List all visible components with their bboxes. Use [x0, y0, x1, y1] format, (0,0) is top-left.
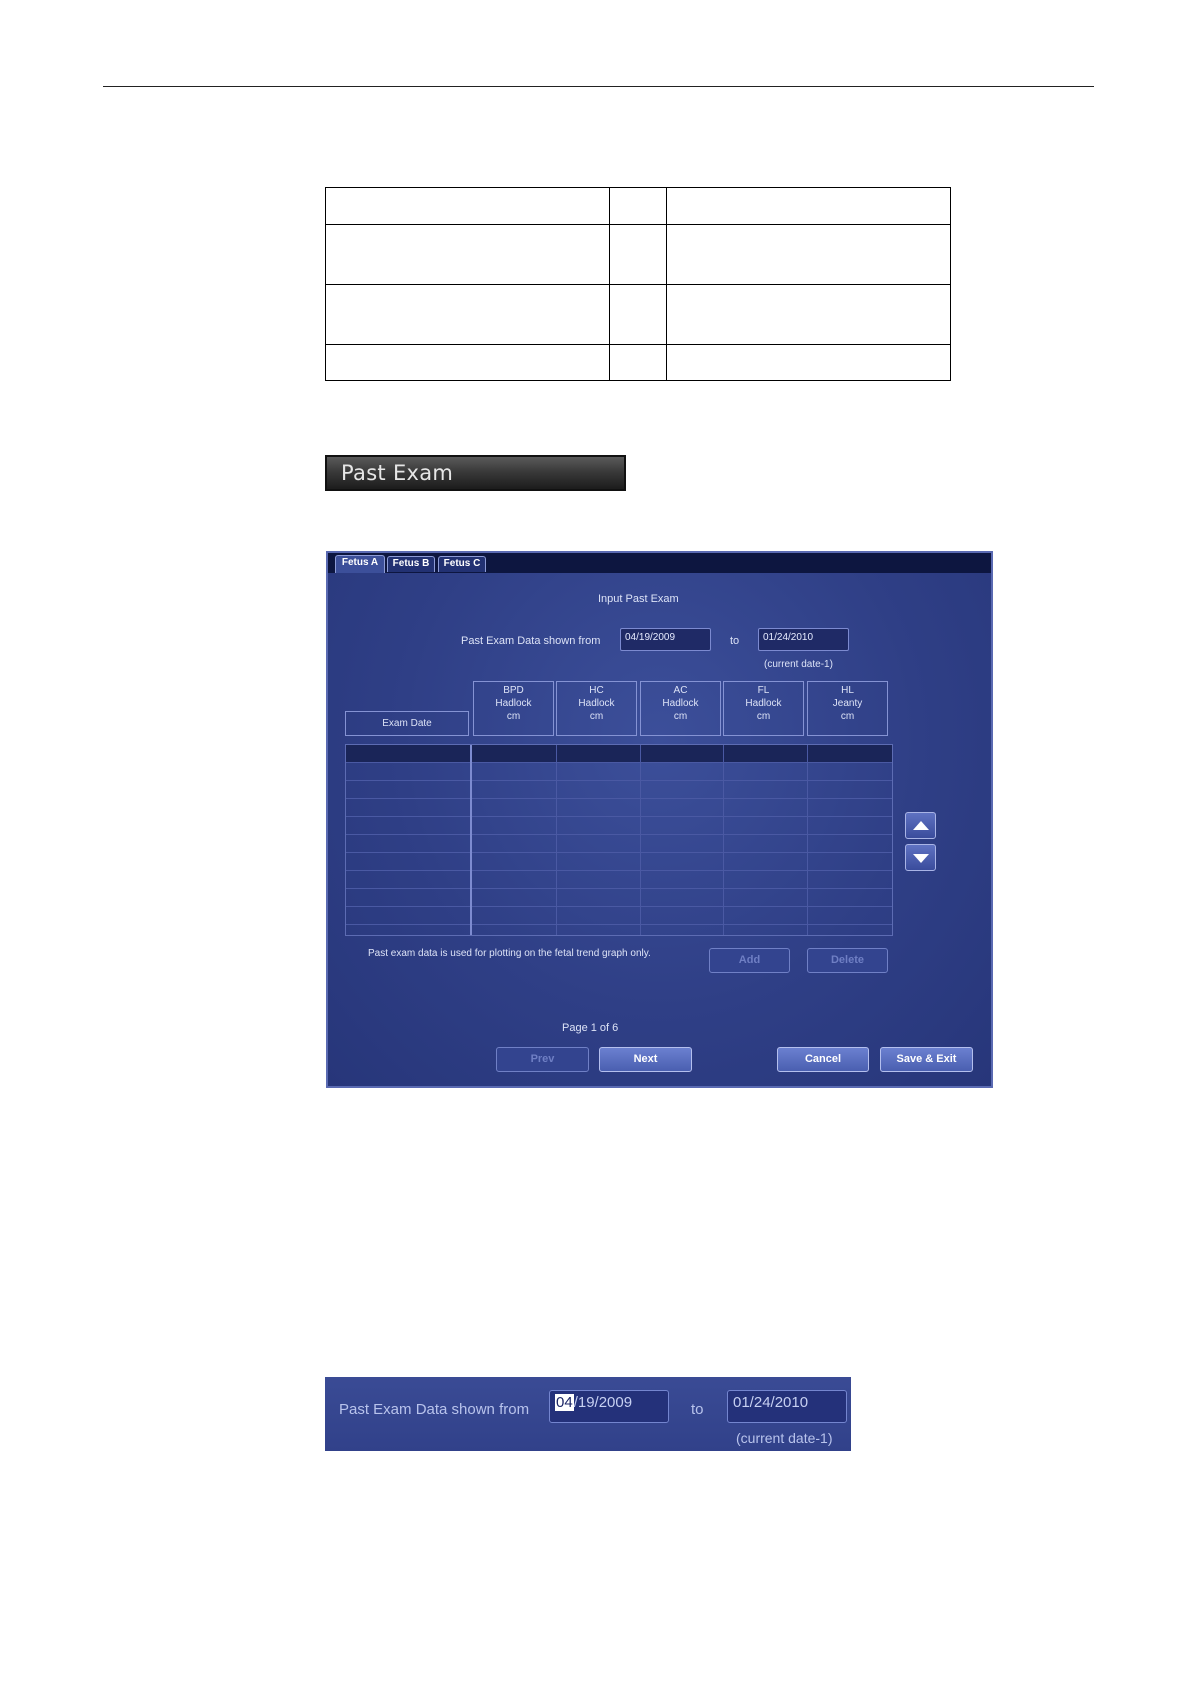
prev-button[interactable]: Prev — [496, 1047, 589, 1072]
column-author: Hadlock — [578, 698, 615, 709]
save-exit-button[interactable]: Save & Exit — [880, 1047, 973, 1072]
tab-fetus-a[interactable]: Fetus A — [335, 555, 385, 573]
tab-bar — [328, 553, 991, 573]
text-cursor-segment: 04 — [556, 1394, 573, 1411]
zoom-date-to-field[interactable]: 01/24/2010 — [727, 1390, 847, 1423]
grid-column-line — [723, 745, 724, 935]
table-cell — [667, 225, 951, 285]
zoom-to-label: to — [691, 1401, 704, 1418]
column-author: Hadlock — [745, 698, 782, 709]
column-author: Hadlock — [662, 698, 699, 709]
table-cell — [667, 188, 951, 225]
delete-button[interactable]: Delete — [807, 948, 888, 973]
table-cell — [326, 345, 610, 381]
zoom-current-date-note: (current date-1) — [736, 1430, 833, 1446]
grid-column-line — [807, 745, 808, 935]
table-cell — [326, 285, 610, 345]
column-name: AC — [673, 685, 688, 696]
column-header-fl — [723, 681, 804, 736]
zoom-date-from-field[interactable] — [549, 1390, 669, 1423]
table-row — [346, 870, 892, 871]
column-name: HL — [841, 685, 854, 696]
current-date-note: (current date-1) — [764, 659, 833, 670]
table-row — [346, 906, 892, 907]
table-row — [346, 762, 892, 763]
date-range-zoom — [325, 1377, 851, 1451]
add-button[interactable]: Add — [709, 948, 790, 973]
column-unit: cm — [756, 711, 771, 722]
grid-selected-row — [346, 745, 892, 762]
date-from-rest: /19/2009 — [573, 1394, 633, 1411]
table-cell — [610, 285, 667, 345]
column-author: Hadlock — [495, 698, 532, 709]
column-unit: cm — [506, 711, 521, 722]
column-header-ac — [640, 681, 721, 736]
tab-fetus-c[interactable]: Fetus C — [438, 556, 486, 572]
column-unit: cm — [673, 711, 688, 722]
exam-date-header: Exam Date — [345, 711, 469, 736]
grid-column-line — [556, 745, 557, 935]
column-unit: cm — [840, 711, 855, 722]
column-unit: cm — [589, 711, 604, 722]
table-cell — [326, 188, 610, 225]
column-name: BPD — [503, 685, 524, 696]
next-button[interactable]: Next — [599, 1047, 692, 1072]
range-label: Past Exam Data shown from — [461, 635, 601, 647]
past-exam-softkey[interactable]: Past Exam — [325, 455, 626, 491]
past-exam-dialog — [326, 551, 993, 1088]
zoom-range-label: Past Exam Data shown from — [339, 1401, 530, 1418]
dialog-title: Input Past Exam — [598, 593, 679, 605]
range-to-label: to — [730, 635, 740, 647]
cancel-button[interactable]: Cancel — [777, 1047, 869, 1072]
column-header-hl — [807, 681, 888, 736]
table-cell — [326, 225, 610, 285]
table-cell — [610, 188, 667, 225]
table-row — [346, 924, 892, 925]
column-header-bpd — [473, 681, 554, 736]
column-author: Jeanty — [832, 698, 863, 709]
table-row — [346, 816, 892, 817]
scroll-up-button[interactable] — [905, 812, 936, 839]
grid-column-line — [640, 745, 641, 935]
date-to-field[interactable]: 01/24/2010 — [758, 628, 849, 651]
column-name: FL — [757, 685, 770, 696]
table-cell — [667, 285, 951, 345]
table-row — [346, 888, 892, 889]
past-exam-grid[interactable] — [345, 744, 893, 936]
table-cell — [667, 345, 951, 381]
table-row — [346, 798, 892, 799]
table-row — [346, 780, 892, 781]
table-row — [346, 834, 892, 835]
column-header-hc — [556, 681, 637, 736]
table-row — [346, 852, 892, 853]
grid-divider — [470, 745, 472, 935]
page-indicator: Page 1 of 6 — [562, 1022, 619, 1034]
arrow-up-icon — [913, 821, 929, 830]
tab-fetus-b[interactable]: Fetus B — [387, 556, 435, 572]
table-cell — [610, 345, 667, 381]
column-name: HC — [589, 685, 604, 696]
footnote: Past exam data is used for plotting on the fetal trend graph only. — [368, 948, 651, 959]
date-from-field[interactable]: 04/19/2009 — [620, 628, 711, 651]
empty-table — [325, 187, 951, 381]
scroll-down-button[interactable] — [905, 844, 936, 871]
table-cell — [610, 225, 667, 285]
header-rule — [103, 86, 1094, 87]
arrow-down-icon — [913, 854, 929, 863]
